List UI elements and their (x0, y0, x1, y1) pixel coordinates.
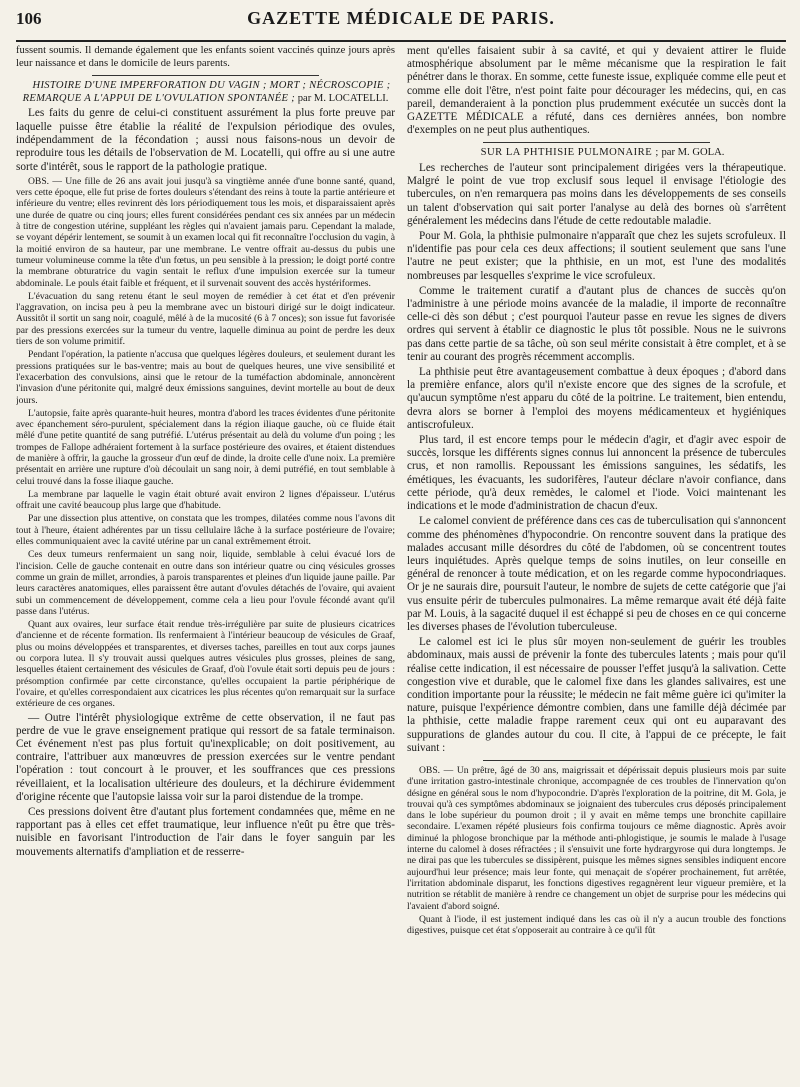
divider (483, 142, 710, 143)
paragraph: Le calomel convient de préférence dans ces cas de tuberculisation qui s'annoncent comme des phénomènes d'hypocondrie. On rencontre souvent dans la pratique des malades accusant mille désordres du côté de l'abdomen, où se concentrent toutes leurs inquiétudes. Après quelque temps de soins inutiles, on leur conseille en général de renoncer à toute médication, et on les regarde comme hypocondriaques. Or je ne saurais dire, poursuit l'auteur, le nombre de sujets de cette catégorie que j'ai vus ensuite périr de tubercules pulmonaires. La même remarque avait été déjà faite par M. Louis, à la sagacité duquel il est échappé si peu de choses en ce qui concerne les diverses phases de l'évolution tuberculeuse. (407, 515, 786, 633)
observation-paragraph: Quant aux ovaires, leur surface était rendue très-irrégulière par suite de plusieurs cicatrices d'ancienne et de récente formation. Ils renfermaient à l'intérieur beaucoup de vésicules de Graaf, plus ou moins développées et transparentes, et diverses taches, pareilles en tout aux corps jaunes ou corpora lutea. Il s'y trouvait aussi quelques autres vésicules plus grosses, pleines de sang, lesquelles étaient certainement des vésicules de Graaf, d'où l'ovule était sorti depuis peu de jours : présomption confirmée par cette circonstance, qu'elles occupaient la partie périphérique de l'ovaire, et qu'elles correspondaient aux cicatrices les plus récentes qu'on remarquait sur la surface extérieure de ces organes. (16, 619, 395, 710)
observation-paragraph: L'autopsie, faite après quarante-huit heures, montra d'abord les traces évidentes d'une péritonite avec épanchement séro-purulent, spécialement dans la région iliaque gauche, où ce fluide était mêlé d'une petite quantité de sang putréfié. L'utérus présentait au delà du volume d'un poing ; les trompes de Fallope adhéraient fortement à la surface postérieure des ovaires, et étaient distendues de manière à offrir, la gauche la grosseur d'un œuf de dinde, la droite celle d'une noix. La première présentait en arrière une rupture d'où découlait un sang noir, à demi putréfié, en tout semblable à celui trouvé dans la fosse iliaque gauche. (16, 407, 395, 487)
observation-paragraph: Par une dissection plus attentive, on constata que les trompes, dilatées comme nous l'avons dit tout à l'heure, étaient adhérentes par un tissu cellulaire lâche à la surface postérieure de l'ovaire; elles communiquaient avec la cavité utérine par un canal extrêmement étroit. (16, 513, 395, 548)
paragraph: Les recherches de l'auteur sont principalement dirigées vers la thérapeutique. Malgré le point de vue trop exclusif sous lequel il envisage l'étiologie des tubercules, on n'en remarquera pas moins dans les développements de ses conseils un talent d'observation qui sait porter l'analyse au delà des bornes où s'arrêtent généralement les médecins dans l'étude de cette redoutable maladie. (407, 162, 786, 227)
observation-paragraph: Ces deux tumeurs renfermaient un sang noir, liquide, semblable à celui évacué lors de l'incision. Celle de gauche contenait en outre dans son intérieur quatre ou cinq vésicules grosses comme un grain de millet, arrondies, à parois transparentes et pleines d'un liquide jaune paille. Par leurs caractères anatomiques, elles paraissent être autant d'ovules détachés de l'ovaire, qui avaient subi un commencement de développement, comme cela a lieu pour l'ovule fécondé avant qu'il passe dans l'utérus. (16, 549, 395, 617)
journal-title: GAZETTE MÉDICALE DE PARIS. (247, 8, 555, 28)
observation-paragraph: La membrane par laquelle le vagin était obturé avait environ 2 lignes d'épaisseur. L'utérus offrait une cavité beaucoup plus large que d'habitude. (16, 488, 395, 512)
paragraph: La phthisie peut être avantageusement combattue à deux époques ; d'abord dans la première enfance, alors qu'il n'existe encore que des signes de la scrofule, et qu'aucun symptôme n'est apparu du côté de la poitrine. Le traitement, bien entendu, devra alors se borner à l'emploi des moyens médicamenteux et hygiéniques antiscrofuleux. (407, 366, 786, 431)
paragraph: Ces pressions doivent être d'autant plus fortement condamnées que, même en ne rapportant pas à elles cet effet traumatique, leur influence n'eût pu être que très-nuisible en favorisant l'introduction de l'air dans le foyer sanguin par les mouvements alternatifs d'ampliation et de resserre- (16, 805, 395, 858)
left-column (16, 45, 395, 1087)
article-heading (16, 80, 395, 105)
paragraph: fussent soumis. Il demande également que les enfants soient vaccinés quinze jours après leur naissance et dans le domicile de leurs parents. (16, 45, 395, 69)
article-title: SUR LA PHTHISIE PULMONAIRE ; (480, 147, 659, 159)
article-author: par M. GOLA. (661, 147, 725, 159)
observation-paragraph: L'évacuation du sang retenu étant le seul moyen de remédier à cet état et d'en prévenir l'aggravation, on incisa peu à peu la membrane avec un bistouri dirigé sur le doigt indicateur. Aussitôt il sortit un sang noir, coagulé, mêlé à de la mucosité (6 à 7 onces); son issue fut favorisée par des pressions exercées sur la tumeur du ventre, laquelle diminua au point de perdre les deux tiers de son volume primitif. (16, 290, 395, 348)
article-author: par M. LOCATELLI. (297, 92, 389, 104)
divider (483, 760, 710, 761)
article-heading (407, 147, 786, 160)
paragraph: — Outre l'intérêt physiologique extrême de cette observation, il ne faut pas perdre de vue le grave enseignement pratique qui ressort de sa fatale terminaison. Cet événement n'est pas plus fortuit qu'inexplicable; on doit positivement, au contraire, l'attribuer aux manœuvres de pression exercées sur le ventre pendant l'opération : tout concourt à le prouver, et les souffrances que ces pressions réveillaient, et la localisation ultérieure des douleurs, et la déchirure évidemment d'origine récente que l'autopsie laissa voir sur la paroi distendue de la trompe. (16, 711, 395, 803)
paragraph: Pour M. Gola, la phthisie pulmonaire n'apparaît que chez les sujets scrofuleux. Il n'identifie pas pour cela ces deux affections; il soutient seulement que sans l'une l'autre ne peut exister; que la phthisie, en un mot, est l'une des modalités nombreuses par lesquelles s'exprime le vice scrofuleux. (407, 230, 786, 282)
observation-paragraph: Pendant l'opération, la patiente n'accusa que quelques légères douleurs, et seulement durant les pressions pratiquées sur le bas-ventre; mais au bout de quelques heures, une vive sensibilité et l'exacerbation des convulsions, ainsi que le retour de la tuméfaction abdominale, annoncèrent l'invasion d'une péritonite qui, malgré deux émissions sanguines, devint mortelle au bout de deux jours. (16, 349, 395, 406)
paragraph: Comme le traitement curatif a d'autant plus de chances de succès qu'on l'administre à une période moins avancée de la maladie, il importe de reconnaître celle-ci dès son début ; c'est pourquoi l'auteur passe en revue les signes de divers ordres qui servent à établir ce diagnostic le plus tôt possible. Nous ne le suivrons pas dans cette partie de sa tâche, où son seul mérite consistait à être complet, et à se tenir au courant des progrès récemment accomplis. (407, 284, 786, 363)
divider (92, 75, 319, 76)
observation-paragraph: OBS. — Un prêtre, âgé de 30 ans, maigrissait et dépérissait depuis plusieurs mois par suite d'une irritation gastro-intestinale chronique, accompagnée de ces troubles de l'innervation qu'on désigne en général sous le nom d'hypocondrie. D'après l'exploration de la poitrine, dit M. Gola, je trouvai qu'à ces symptômes abdominaux se joignaient des tubercules crus déposés principalement dans le lobe supérieur du poumon droit ; il y avait en même temps une bronchite capillaire secondaire. L'examen répété plusieurs fois confirma toujours ce même diagnostic. Après avoir diminué la phlogose bronchique par la méthode anti-phlogistique, je soumis le malade à l'usage interne du calomel à doses réfractées ; il s'ensuivit une forte hydrargyrose qui dura longtemps. Je ne dirai pas que les tubercules se dissipèrent, puisque les mêmes signes sensibles indiquent encore aujourd'hui leur présence; mais leur fonte, qui menaçait de s'opérer prochainement, fut arrêtée, l'irritation abdominale disparut, les fonctions digestives regagnèrent leur vigueur première, et la nutrition se rétablit de manière à rendre ce changement un objet de surprise pour les médecins qui l'avaient d'abord soigné. (407, 764, 786, 912)
article-title: HISTOIRE D'UNE IMPERFORATION DU VAGIN ; MORT ; NÉCROSCOPIE ; REMARQUE A L'APPUI DE L'OVULATION SPONTANÉE ; (22, 80, 391, 104)
paragraph: Les faits du genre de celui-ci constituent assurément la plus forte preuve par laquelle puisse être établie la réalité de l'expulsion périodique des ovules, indépendamment de la fécondation ; aussi nous faisons-nous un devoir de reproduire tous les détails de l'observation de M. Locatelli, qui offre au si une autre sorte d'intérêt, sous le rapport de la pathologie pratique. (16, 107, 395, 173)
text-columns (16, 45, 786, 1087)
observation-paragraph: Quant à l'iode, il est justement indiqué dans les cas où il n'y a aucun trouble des fonctions digestives, puisque cet état s'opposerait au contraire à ce qu'il fût (407, 913, 786, 937)
right-column (407, 45, 786, 1087)
paragraph: Plus tard, il est encore temps pour le médecin d'agir, et d'agir avec espoir de succès, lorsque les différents signes connus lui annoncent la présence de tubercules crus, et non ramollis. Repoussant les émissions sanguines, les sédatifs, les émétiques, les évacuants, les sudorifères, l'auteur déclare n'avoir confiance, dans cette période, qu'à deux remèdes, le calomel et l'iode. Voici maintenant les indications et le mode d'administration de chacun d'eux. (407, 434, 786, 513)
paragraph: Le calomel est ici le plus sûr moyen non-seulement de guérir les troubles abdominaux, mais aussi de prévenir la fonte des tubercules latents ; mais pour qu'il réalise cette indication, il est nécessaire de pousser l'effet jusqu'à la salivation. Cette congestion vive et durable, que le calomel fixe dans les glandes salivaires, est une condition importante pour la réussite; le médecin ne fait même guère ici qu'imiter la nature, puisque l'expérience démontre combien, dans une famille déjà décimée par la phthisie, cette maladie frappe rarement ceux qui ont eu auparavant des suppurations de glandes autour du cou. Il cite, à l'appui de ce précepte, le fait suivant : (407, 636, 786, 754)
page-number: 106 (16, 9, 42, 28)
page-header (16, 8, 786, 42)
observation-paragraph: OBS. — Une fille de 26 ans avait joui jusqu'à sa vingtième année d'une bonne santé, quand, vers cette époque, elle fut prise de fortes douleurs s'étendant des reins à toute la partie antérieure et inférieure du ventre; elles revinrent dès lors périodiquement tous les mois, et disparaissaient après une durée de quatre ou cinq jours; elles furent considérées pendant ces six années par un médecin à titre de congestion utérine, suppléant les règles qui n'avaient jamais paru. Cependant la malade, se voyant dépérir lentement, se soumit à un examen local qui fit reconnaître l'occlusion du vagin, à la moitié environ de sa hauteur, par une membrane. Le ventre offrait au-dessus du pubis une tumeur volumineuse comme la tête d'un fœtus, un peu sensible à la pression; le doigt porté contre la membrane obturatrice du vagin sentait le reflux d'une impulsion exercée sur la tumeur abdominale. Le pouls était faible et fréquent, et il survenait souvent des accès hystériformes. (16, 175, 395, 289)
paragraph: ment qu'elles faisaient subir à sa cavité, et qui y devaient attirer le fluide atmosphérique absolument par le même mécanisme que la respiration le fait pénétrer dans le thorax. En somme, cette funeste issue, expliquée comme elle peut et comme elle doit l'être, n'est point faite pour décourager les médecins, qui, en cas pareil, demanderaient à la ponction plus prudemment exécutée un succès dont la GAZETTE MÉDICALE a réfuté, dans ces dernières années, bon nombre d'exemples on ne peut plus authentiques. (407, 45, 786, 137)
